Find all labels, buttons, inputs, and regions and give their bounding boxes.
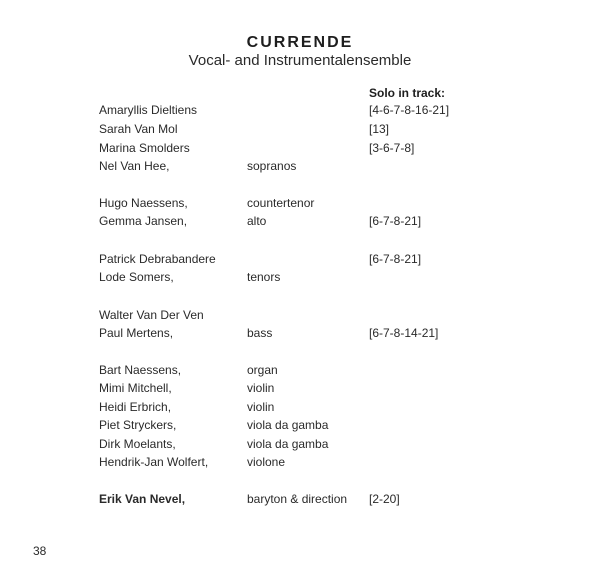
roster-row xyxy=(0,362,600,380)
roster-row xyxy=(0,307,600,325)
director-solo-tracks: [2-20] xyxy=(369,492,400,506)
roster-row xyxy=(0,417,600,435)
member-name: Sarah Van Mol xyxy=(99,122,178,136)
director-role: baryton & direction xyxy=(247,492,348,506)
member-name: Marina Smolders xyxy=(99,141,190,155)
member-role: organ xyxy=(247,363,278,377)
member-role: viola da gamba xyxy=(247,437,329,451)
member-name: Paul Mertens, xyxy=(99,326,174,340)
member-name: Patrick Debrabandere xyxy=(99,252,216,266)
member-solo-tracks: [13] xyxy=(369,122,390,136)
roster-row xyxy=(0,399,600,417)
roster-row xyxy=(0,269,600,287)
member-solo-tracks: [6-7-8-21] xyxy=(369,214,422,228)
member-name: Walter Van Der Ven xyxy=(99,308,204,322)
member-name: Nel Van Hee, xyxy=(99,159,170,173)
roster-row xyxy=(0,213,600,231)
member-name: Piet Stryckers, xyxy=(99,418,177,432)
member-name: Hendrik-Jan Wolfert, xyxy=(99,455,209,469)
member-role: violin xyxy=(247,400,275,414)
member-solo-tracks: [3-6-7-8] xyxy=(369,141,415,155)
member-role: alto xyxy=(247,214,267,228)
member-name: Dirk Moelants, xyxy=(99,437,176,451)
ensemble-title: CURRENDE xyxy=(246,34,354,51)
member-name: Gemma Jansen, xyxy=(99,214,188,228)
roster-row xyxy=(0,121,600,139)
member-name: Bart Naessens, xyxy=(99,363,182,377)
roster-row xyxy=(0,436,600,454)
member-role: tenors xyxy=(247,270,281,284)
member-solo-tracks: [6-7-8-21] xyxy=(369,252,422,266)
member-solo-tracks: [6-7-8-14-21] xyxy=(369,326,439,340)
member-solo-tracks: [4-6-7-8-16-21] xyxy=(369,103,450,117)
member-role: viola da gamba xyxy=(247,418,329,432)
ensemble-subtitle: Vocal- and Instrumentalensemble xyxy=(188,52,412,69)
page-number: 38 xyxy=(33,544,47,558)
solo-column-header: Solo in track: xyxy=(369,86,446,100)
member-name: Lode Somers, xyxy=(99,270,174,284)
member-role: violin xyxy=(247,381,275,395)
roster-row xyxy=(0,325,600,343)
member-role: violone xyxy=(247,455,286,469)
member-name: Amaryllis Dieltiens xyxy=(99,103,198,117)
member-name: Mimi Mitchell, xyxy=(99,381,172,395)
member-name: Heidi Erbrich, xyxy=(99,400,172,414)
roster-row xyxy=(0,102,600,120)
member-role: countertenor xyxy=(247,196,315,210)
roster-row xyxy=(0,158,600,176)
roster-row-director xyxy=(0,491,600,509)
roster-row xyxy=(0,195,600,213)
roster-row xyxy=(0,140,600,158)
member-role: sopranos xyxy=(247,159,297,173)
member-name: Hugo Naessens, xyxy=(99,196,188,210)
roster-row xyxy=(0,251,600,269)
director-name: Erik Van Nevel, xyxy=(99,492,186,506)
roster-row xyxy=(0,380,600,398)
member-role: bass xyxy=(247,326,273,340)
roster-row xyxy=(0,454,600,472)
